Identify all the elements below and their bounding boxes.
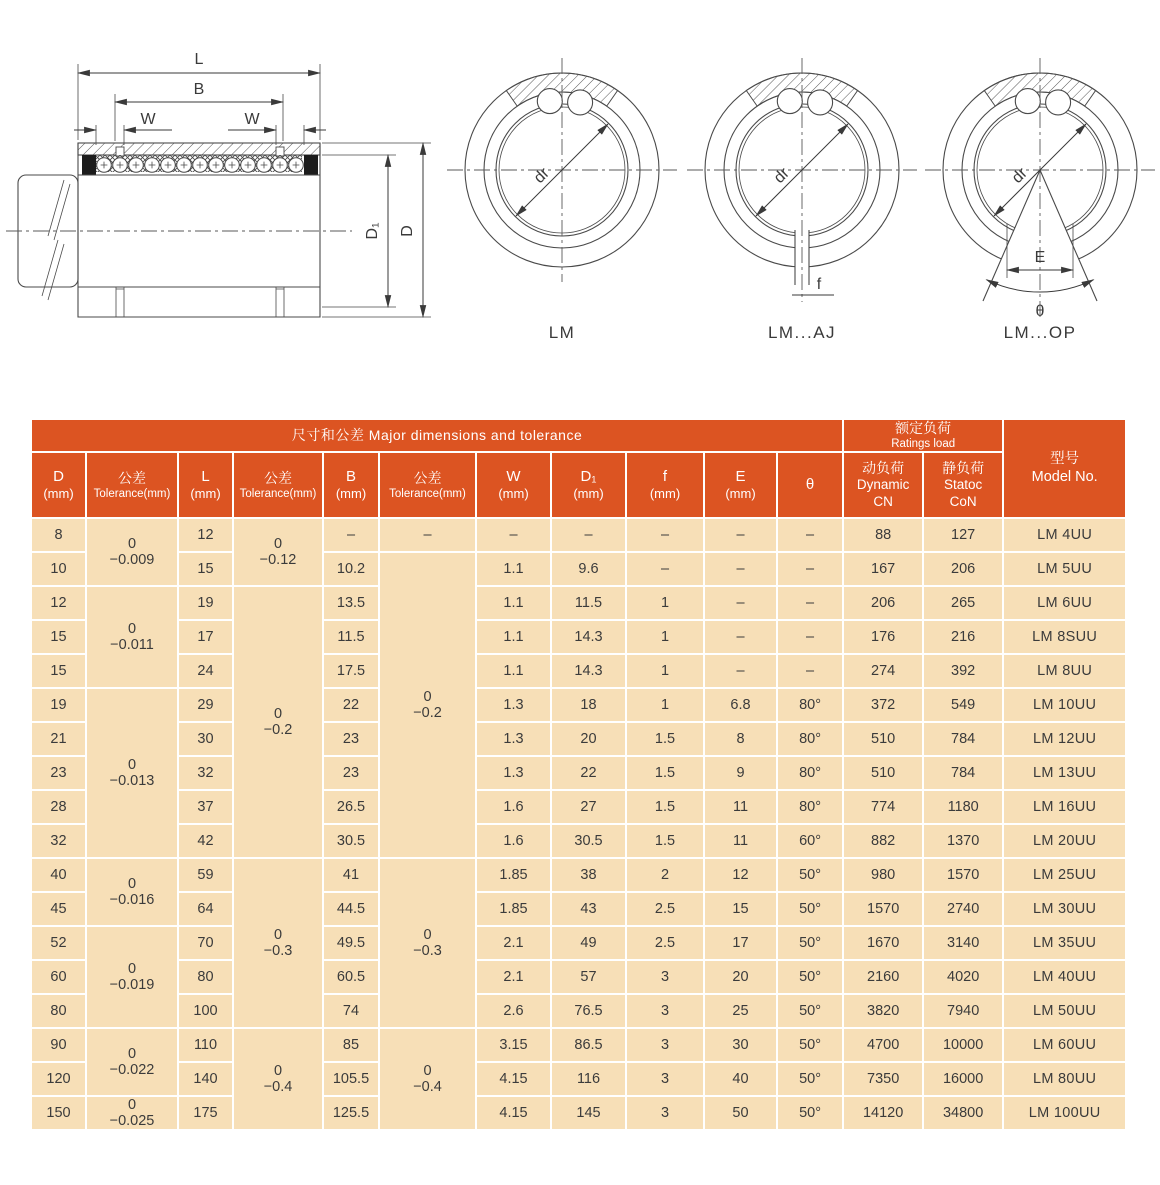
data-cell: 41	[323, 858, 379, 892]
data-cell: 8	[704, 722, 777, 756]
data-cell: 80	[178, 960, 233, 994]
header-cell: E (mm)	[704, 452, 777, 518]
data-cell: 1.3	[476, 756, 551, 790]
data-cell: 23	[31, 756, 86, 790]
data-cell: 23	[323, 722, 379, 756]
data-cell: 784	[923, 756, 1003, 790]
data-cell: –	[704, 620, 777, 654]
data-cell: 7940	[923, 994, 1003, 1028]
data-cell: 24	[178, 654, 233, 688]
header-cell: D₁ (mm)	[551, 452, 626, 518]
data-cell: 32	[178, 756, 233, 790]
data-cell: 86.5	[551, 1028, 626, 1062]
table-row	[31, 994, 1126, 1028]
data-cell: 1.5	[626, 756, 704, 790]
data-cell: LM 6UU	[1003, 586, 1126, 620]
table-row	[31, 892, 1126, 926]
data-cell: 1	[626, 654, 704, 688]
data-cell: –	[777, 552, 843, 586]
data-cell: 7350	[843, 1062, 923, 1096]
data-cell: 2.1	[476, 926, 551, 960]
data-cell: 74	[323, 994, 379, 1028]
table-row	[31, 552, 1126, 586]
data-cell: –	[777, 620, 843, 654]
header-cell: 公差 Tolerance(mm)	[86, 452, 178, 518]
data-cell: 774	[843, 790, 923, 824]
data-cell: –	[704, 552, 777, 586]
data-cell: 1.5	[626, 790, 704, 824]
table-row	[31, 688, 1126, 722]
data-cell: 40	[31, 858, 86, 892]
data-cell: 274	[843, 654, 923, 688]
data-cell: 15	[31, 620, 86, 654]
data-cell: 120	[31, 1062, 86, 1096]
data-cell: 4020	[923, 960, 1003, 994]
header-cell: 公差 Tolerance(mm)	[379, 452, 476, 518]
data-cell: 50°	[777, 926, 843, 960]
data-cell: 882	[843, 824, 923, 858]
data-cell: 44.5	[323, 892, 379, 926]
table-body	[31, 518, 1126, 1130]
data-cell: 18	[551, 688, 626, 722]
dim-label-dr: dr	[530, 164, 553, 187]
data-cell: 167	[843, 552, 923, 586]
end-view-lm-op	[925, 58, 1155, 320]
data-cell: 0 −0.016	[86, 858, 178, 926]
data-cell: 20	[704, 960, 777, 994]
data-cell: 30	[178, 722, 233, 756]
end-view-lm-aj	[687, 58, 917, 302]
data-cell: 549	[923, 688, 1003, 722]
header-cell: θ	[777, 452, 843, 518]
header-cell: 额定负荷 Ratings load	[843, 419, 1003, 452]
data-cell: 0 −0.2	[379, 552, 476, 858]
data-cell: 30	[704, 1028, 777, 1062]
data-cell: 216	[923, 620, 1003, 654]
data-cell: LM 35UU	[1003, 926, 1126, 960]
table-row	[31, 1062, 1126, 1096]
data-cell: 1.5	[626, 722, 704, 756]
dim-label-W-right: W	[244, 111, 260, 128]
data-cell: 1	[626, 586, 704, 620]
data-cell: 43	[551, 892, 626, 926]
data-cell: 784	[923, 722, 1003, 756]
data-cell: 50°	[777, 1062, 843, 1096]
data-cell: 38	[551, 858, 626, 892]
data-cell: 372	[843, 688, 923, 722]
data-cell: LM 80UU	[1003, 1062, 1126, 1096]
header-cell: D (mm)	[31, 452, 86, 518]
data-cell: 50	[704, 1096, 777, 1130]
data-cell: 3	[626, 1062, 704, 1096]
dim-label-B: B	[193, 81, 205, 98]
data-cell: –	[551, 518, 626, 552]
data-cell: LM 8UU	[1003, 654, 1126, 688]
data-cell: 50°	[777, 960, 843, 994]
data-cell: 510	[843, 722, 923, 756]
data-cell: 14120	[843, 1096, 923, 1130]
data-cell: –	[777, 586, 843, 620]
data-cell: LM 16UU	[1003, 790, 1126, 824]
data-cell: 1.6	[476, 790, 551, 824]
data-cell: 23	[323, 756, 379, 790]
data-cell: 0 −0.013	[86, 688, 178, 858]
data-cell: 2160	[843, 960, 923, 994]
data-cell: LM 20UU	[1003, 824, 1126, 858]
data-cell: 85	[323, 1028, 379, 1062]
header-cell: 型号 Model No.	[1003, 419, 1126, 518]
table-row	[31, 858, 1126, 892]
header-cell: L (mm)	[178, 452, 233, 518]
data-cell: 50°	[777, 892, 843, 926]
dim-label-dr: dr	[770, 164, 793, 187]
table-row	[31, 756, 1126, 790]
data-cell: 0 −0.025	[86, 1096, 178, 1130]
data-cell: 80°	[777, 722, 843, 756]
data-cell: 3	[626, 1096, 704, 1130]
data-cell: 13.5	[323, 586, 379, 620]
data-cell: 25	[704, 994, 777, 1028]
data-cell: 145	[551, 1096, 626, 1130]
data-cell: 1	[626, 620, 704, 654]
dim-label-D1: D₁	[364, 222, 381, 240]
data-cell: 40	[704, 1062, 777, 1096]
header-band-row	[31, 419, 1126, 452]
cross-section-view	[6, 51, 431, 317]
data-cell: 17	[178, 620, 233, 654]
data-cell: LM 10UU	[1003, 688, 1126, 722]
data-cell: 1.85	[476, 858, 551, 892]
data-cell: LM 12UU	[1003, 722, 1126, 756]
data-cell: 64	[178, 892, 233, 926]
data-cell: –	[777, 518, 843, 552]
data-cell: 49.5	[323, 926, 379, 960]
data-cell: 22	[551, 756, 626, 790]
data-cell: –	[777, 654, 843, 688]
data-cell: 30.5	[323, 824, 379, 858]
data-cell: 1670	[843, 926, 923, 960]
table-row	[31, 824, 1126, 858]
table-head	[31, 419, 1126, 518]
dim-label-E: E	[1034, 249, 1046, 266]
data-cell: 19	[31, 688, 86, 722]
view-caption-lm-aj: LM...AJ	[767, 323, 837, 342]
data-cell: 50°	[777, 1028, 843, 1062]
data-cell: 80°	[777, 756, 843, 790]
data-cell: 15	[31, 654, 86, 688]
technical-drawings	[0, 0, 1160, 405]
table-row	[31, 654, 1126, 688]
dim-label-D: D	[399, 225, 416, 237]
data-cell: 10000	[923, 1028, 1003, 1062]
data-cell: 12	[178, 518, 233, 552]
data-cell: 15	[704, 892, 777, 926]
header-cell: W (mm)	[476, 452, 551, 518]
data-cell: 206	[923, 552, 1003, 586]
data-cell: –	[379, 518, 476, 552]
data-cell: 4700	[843, 1028, 923, 1062]
data-cell: 1570	[923, 858, 1003, 892]
data-cell: 1.85	[476, 892, 551, 926]
data-cell: –	[476, 518, 551, 552]
data-cell: 60.5	[323, 960, 379, 994]
data-cell: 11.5	[323, 620, 379, 654]
data-cell: 90	[31, 1028, 86, 1062]
data-cell: 80°	[777, 688, 843, 722]
data-cell: 3140	[923, 926, 1003, 960]
data-cell: 100	[178, 994, 233, 1028]
data-cell: 20	[551, 722, 626, 756]
view-caption-lm-op: LM...OP	[1003, 323, 1077, 342]
data-cell: 110	[178, 1028, 233, 1062]
data-cell: 176	[843, 620, 923, 654]
data-cell: 29	[178, 688, 233, 722]
data-cell: 0 −0.4	[233, 1028, 323, 1130]
data-cell: 1180	[923, 790, 1003, 824]
data-cell: 11	[704, 824, 777, 858]
data-cell: 52	[31, 926, 86, 960]
data-cell: 150	[31, 1096, 86, 1130]
data-cell: 1.6	[476, 824, 551, 858]
table-row	[31, 1028, 1126, 1062]
data-cell: 76.5	[551, 994, 626, 1028]
data-cell: 27	[551, 790, 626, 824]
data-cell: 392	[923, 654, 1003, 688]
data-cell: 1.1	[476, 586, 551, 620]
data-cell: 127	[923, 518, 1003, 552]
data-cell: 14.3	[551, 654, 626, 688]
data-cell: 175	[178, 1096, 233, 1130]
column-header-row	[31, 452, 1126, 518]
data-cell: 2.1	[476, 960, 551, 994]
data-cell: 88	[843, 518, 923, 552]
data-cell: 1.1	[476, 654, 551, 688]
data-cell: 2.5	[626, 926, 704, 960]
data-cell: 3	[626, 994, 704, 1028]
data-cell: 60	[31, 960, 86, 994]
data-cell: 42	[178, 824, 233, 858]
data-cell: –	[626, 552, 704, 586]
data-cell: 1570	[843, 892, 923, 926]
view-caption-lm: LM	[548, 323, 576, 342]
data-cell: 206	[843, 586, 923, 620]
data-cell: 37	[178, 790, 233, 824]
table-row	[31, 620, 1126, 654]
data-cell: 3	[626, 960, 704, 994]
data-cell: 26.5	[323, 790, 379, 824]
data-cell: 0 −0.4	[379, 1028, 476, 1130]
table-row	[31, 518, 1126, 552]
table-row	[31, 586, 1126, 620]
data-cell: 1.1	[476, 620, 551, 654]
data-cell: 30.5	[551, 824, 626, 858]
data-cell: LM 30UU	[1003, 892, 1126, 926]
data-cell: 57	[551, 960, 626, 994]
data-cell: 34800	[923, 1096, 1003, 1130]
dimensions-table	[30, 418, 1127, 1131]
end-view-lm	[447, 58, 677, 282]
data-cell: 1.3	[476, 722, 551, 756]
header-cell: 公差 Tolerance(mm)	[233, 452, 323, 518]
data-cell: 980	[843, 858, 923, 892]
data-cell: 11	[704, 790, 777, 824]
data-cell: 116	[551, 1062, 626, 1096]
data-cell: 50°	[777, 994, 843, 1028]
data-cell: LM 100UU	[1003, 1096, 1126, 1130]
data-cell: –	[323, 518, 379, 552]
data-cell: 9	[704, 756, 777, 790]
data-cell: 21	[31, 722, 86, 756]
data-cell: 1	[626, 688, 704, 722]
data-cell: 15	[178, 552, 233, 586]
table-row	[31, 1096, 1126, 1130]
data-cell: 140	[178, 1062, 233, 1096]
table-row	[31, 790, 1126, 824]
data-cell: 17.5	[323, 654, 379, 688]
data-cell: 510	[843, 756, 923, 790]
dim-label-L: L	[194, 51, 204, 68]
data-cell: 105.5	[323, 1062, 379, 1096]
data-cell: 2.6	[476, 994, 551, 1028]
header-cell: B (mm)	[323, 452, 379, 518]
data-cell: 3.15	[476, 1028, 551, 1062]
data-cell: 32	[31, 824, 86, 858]
data-cell: 59	[178, 858, 233, 892]
data-cell: 1.3	[476, 688, 551, 722]
data-cell: 10	[31, 552, 86, 586]
header-cell: 动负荷 Dynamic CN	[843, 452, 923, 518]
data-cell: LM 60UU	[1003, 1028, 1126, 1062]
data-cell: 60°	[777, 824, 843, 858]
data-cell: 265	[923, 586, 1003, 620]
data-cell: 4.15	[476, 1096, 551, 1130]
data-cell: 14.3	[551, 620, 626, 654]
data-cell: 0 −0.009	[86, 518, 178, 586]
dim-label-W-left: W	[140, 111, 156, 128]
data-cell: –	[704, 654, 777, 688]
data-cell: 49	[551, 926, 626, 960]
data-cell: 6.8	[704, 688, 777, 722]
data-cell: 80	[31, 994, 86, 1028]
data-cell: –	[704, 586, 777, 620]
data-cell: 9.6	[551, 552, 626, 586]
data-cell: 28	[31, 790, 86, 824]
data-cell: 0 −0.2	[233, 586, 323, 858]
data-cell: 11.5	[551, 586, 626, 620]
data-cell: 17	[704, 926, 777, 960]
data-cell: LM 4UU	[1003, 518, 1126, 552]
data-cell: 1.1	[476, 552, 551, 586]
data-cell: 80°	[777, 790, 843, 824]
table-row	[31, 960, 1126, 994]
data-cell: 50°	[777, 1096, 843, 1130]
dim-label-dr: dr	[1008, 164, 1031, 187]
data-cell: LM 50UU	[1003, 994, 1126, 1028]
table-row	[31, 722, 1126, 756]
data-cell: 22	[323, 688, 379, 722]
data-cell: 8	[31, 518, 86, 552]
data-cell: 10.2	[323, 552, 379, 586]
data-cell: 2740	[923, 892, 1003, 926]
dim-label-f: f	[816, 276, 822, 293]
data-cell: 12	[704, 858, 777, 892]
table-row	[31, 926, 1126, 960]
data-cell: 3	[626, 1028, 704, 1062]
data-cell: 0 −0.3	[233, 858, 323, 1028]
data-cell: 0 −0.3	[379, 858, 476, 1028]
header-cell: 静负荷 Statoc CoN	[923, 452, 1003, 518]
data-cell: 0 −0.019	[86, 926, 178, 1028]
data-cell: 16000	[923, 1062, 1003, 1096]
data-cell: –	[704, 518, 777, 552]
data-cell: 50°	[777, 858, 843, 892]
data-cell: LM 25UU	[1003, 858, 1126, 892]
data-cell: 2.5	[626, 892, 704, 926]
data-cell: LM 40UU	[1003, 960, 1126, 994]
data-cell: 1.5	[626, 824, 704, 858]
data-cell: 12	[31, 586, 86, 620]
data-cell: 70	[178, 926, 233, 960]
data-cell: 0 −0.022	[86, 1028, 178, 1096]
header-cell: f (mm)	[626, 452, 704, 518]
data-cell: LM 8SUU	[1003, 620, 1126, 654]
data-cell: 0 −0.12	[233, 518, 323, 586]
data-cell: 3820	[843, 994, 923, 1028]
data-cell: 45	[31, 892, 86, 926]
data-cell: 0 −0.011	[86, 586, 178, 688]
data-cell: 1370	[923, 824, 1003, 858]
data-cell: 4.15	[476, 1062, 551, 1096]
header-cell: 尺寸和公差 Major dimensions and tolerance	[31, 419, 843, 452]
data-cell: 125.5	[323, 1096, 379, 1130]
dim-label-theta: θ	[1035, 303, 1045, 320]
data-cell: LM 5UU	[1003, 552, 1126, 586]
data-cell: 19	[178, 586, 233, 620]
data-cell: 2	[626, 858, 704, 892]
data-cell: –	[626, 518, 704, 552]
data-cell: LM 13UU	[1003, 756, 1126, 790]
